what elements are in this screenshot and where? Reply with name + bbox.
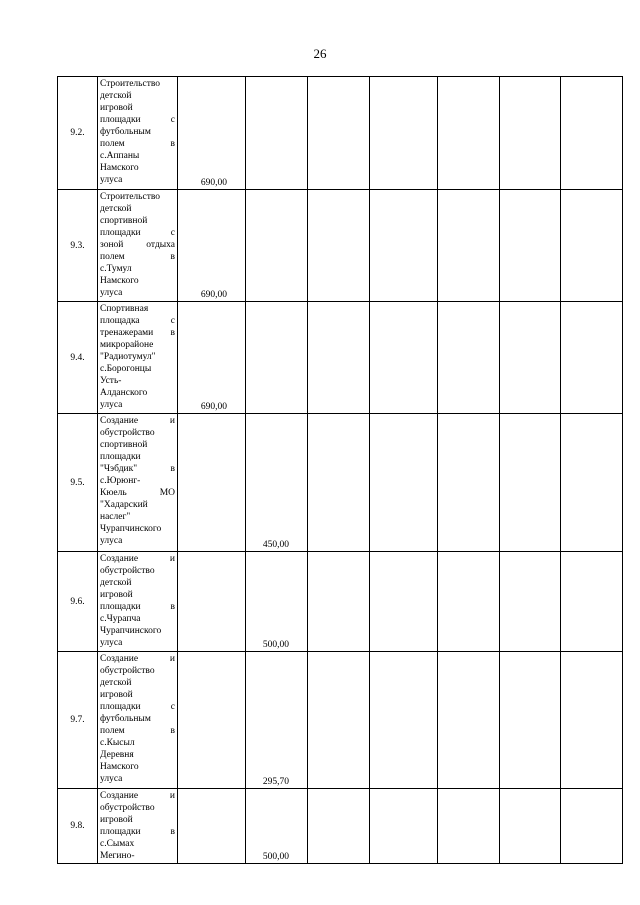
empty-cell xyxy=(500,414,561,552)
description-line: спортивной xyxy=(100,440,148,450)
table-row xyxy=(58,789,623,864)
description-line: Мегино- xyxy=(100,851,135,861)
amount-cell xyxy=(178,652,246,789)
description-line: обустройство xyxy=(100,666,155,676)
empty-cell xyxy=(438,302,500,414)
empty-cell xyxy=(561,190,623,302)
amount-cell xyxy=(178,789,246,864)
description-line: площадки в xyxy=(100,602,175,612)
row-number: 9.7. xyxy=(58,652,98,789)
description-line: улуса xyxy=(100,774,123,784)
empty-cell xyxy=(438,77,500,190)
empty-cell xyxy=(438,652,500,789)
empty-cell xyxy=(370,652,438,789)
description-line: наслег" xyxy=(100,512,131,522)
description-line: "Радиотумул" xyxy=(100,352,156,362)
amount-cell xyxy=(246,302,308,414)
description-line: площадки xyxy=(100,452,141,462)
empty-cell xyxy=(500,552,561,652)
description-line: Усть- xyxy=(100,376,122,386)
empty-cell xyxy=(438,552,500,652)
description-line: площадки с xyxy=(100,702,175,712)
description-line: Создание и xyxy=(100,416,175,426)
description-line: Строительство xyxy=(100,192,161,202)
description-line: обустройство xyxy=(100,566,155,576)
amount-cell xyxy=(178,414,246,552)
description-line: игровой xyxy=(100,690,133,700)
amount-cell: 690,00 xyxy=(178,77,246,190)
description-line: зоной отдыха xyxy=(100,240,175,250)
empty-cell xyxy=(438,414,500,552)
description-line: детской xyxy=(100,578,132,588)
description-line: площадки в xyxy=(100,827,175,837)
table-row xyxy=(58,190,623,302)
description-line: Алданского xyxy=(100,388,148,398)
description-line: площадки с xyxy=(100,228,175,238)
description-line: футбольным xyxy=(100,714,151,724)
empty-cell xyxy=(500,302,561,414)
description-line: Намского xyxy=(100,276,139,286)
empty-cell xyxy=(561,552,623,652)
description-line: обустройство xyxy=(100,428,155,438)
description-line: улуса xyxy=(100,536,123,546)
description-line: улуса xyxy=(100,638,123,648)
row-description xyxy=(98,552,178,652)
table-row xyxy=(58,302,623,414)
description-line: с.Кысыл xyxy=(100,738,135,748)
amount-cell: 690,00 xyxy=(178,190,246,302)
description-line: игровой xyxy=(100,103,133,113)
description-line: площадки с xyxy=(100,115,175,125)
description-line: с.Сымах xyxy=(100,839,135,849)
amount-cell: 500,00 xyxy=(246,789,308,864)
row-number: 9.5. xyxy=(58,414,98,552)
empty-cell xyxy=(308,302,370,414)
empty-cell xyxy=(500,652,561,789)
description-line: "Чэбдик" в xyxy=(100,464,175,474)
empty-cell xyxy=(308,414,370,552)
empty-cell xyxy=(308,652,370,789)
empty-cell xyxy=(370,77,438,190)
empty-cell xyxy=(370,789,438,864)
amount-cell: 690,00 xyxy=(178,302,246,414)
description-line: Создание и xyxy=(100,791,175,801)
description-line: улуса xyxy=(100,175,123,185)
description-line: полем в xyxy=(100,726,175,736)
amount-cell: 295,70 xyxy=(246,652,308,789)
empty-cell xyxy=(500,789,561,864)
empty-cell xyxy=(370,414,438,552)
description-line: спортивной xyxy=(100,216,148,226)
amount-cell xyxy=(246,190,308,302)
description-line: с.Борогонцы xyxy=(100,364,152,374)
amount-cell xyxy=(246,77,308,190)
row-description xyxy=(98,789,178,864)
page-number: 26 xyxy=(313,46,327,61)
empty-cell xyxy=(561,414,623,552)
row-description xyxy=(98,77,178,190)
description-line: игровой xyxy=(100,815,133,825)
table-row xyxy=(58,652,623,789)
row-description xyxy=(98,652,178,789)
amount-cell: 450,00 xyxy=(246,414,308,552)
empty-cell xyxy=(438,190,500,302)
data-table xyxy=(57,76,623,864)
description-line: Спортивная xyxy=(100,304,149,314)
table-row xyxy=(58,77,623,190)
row-number: 9.4. xyxy=(58,302,98,414)
description-line: микрорайоне xyxy=(100,340,154,350)
description-line: детской xyxy=(100,678,132,688)
row-number: 9.6. xyxy=(58,552,98,652)
amount-cell: 500,00 xyxy=(246,552,308,652)
empty-cell xyxy=(438,789,500,864)
description-line: Чурапчинского xyxy=(100,626,162,636)
empty-cell xyxy=(500,77,561,190)
row-number: 9.2. xyxy=(58,77,98,190)
description-line: Чурапчинского xyxy=(100,524,162,534)
row-description xyxy=(98,414,178,552)
description-line: тренажерами в xyxy=(100,328,175,338)
empty-cell xyxy=(370,190,438,302)
empty-cell xyxy=(370,552,438,652)
empty-cell xyxy=(561,652,623,789)
description-line: Создание и xyxy=(100,554,175,564)
table-row xyxy=(58,552,623,652)
empty-cell xyxy=(561,77,623,190)
table-row xyxy=(58,414,623,552)
empty-cell xyxy=(500,190,561,302)
description-line: Создание и xyxy=(100,654,175,664)
amount-cell xyxy=(178,552,246,652)
description-line: Строительство xyxy=(100,79,161,89)
description-line: улуса xyxy=(100,288,123,298)
empty-cell xyxy=(561,302,623,414)
description-line: с.Чурапча xyxy=(100,614,141,624)
description-line: полем в xyxy=(100,139,175,149)
description-line: Кюель МО xyxy=(100,488,175,498)
row-description xyxy=(98,302,178,414)
description-line: Деревня xyxy=(100,750,134,760)
row-number: 9.3. xyxy=(58,190,98,302)
description-line: полем в xyxy=(100,252,175,262)
description-line: с.Аппаны xyxy=(100,151,140,161)
table-body xyxy=(58,77,623,864)
empty-cell xyxy=(308,190,370,302)
description-line: с.Юрюнг- xyxy=(100,476,141,486)
description-line: улуса xyxy=(100,400,123,410)
description-line: игровой xyxy=(100,590,133,600)
description-line: "Хадарский xyxy=(100,500,148,510)
empty-cell xyxy=(308,552,370,652)
description-line: площадка с xyxy=(100,316,175,326)
description-line: футбольным xyxy=(100,127,151,137)
empty-cell xyxy=(561,789,623,864)
empty-cell xyxy=(370,302,438,414)
description-line: обустройство xyxy=(100,803,155,813)
empty-cell xyxy=(308,789,370,864)
empty-cell xyxy=(308,77,370,190)
row-description xyxy=(98,190,178,302)
description-line: Намского xyxy=(100,163,139,173)
description-line: детской xyxy=(100,91,132,101)
row-number: 9.8. xyxy=(58,789,98,864)
description-line: детской xyxy=(100,204,132,214)
description-line: Намского xyxy=(100,762,139,772)
description-line: с.Тумул xyxy=(100,264,132,274)
